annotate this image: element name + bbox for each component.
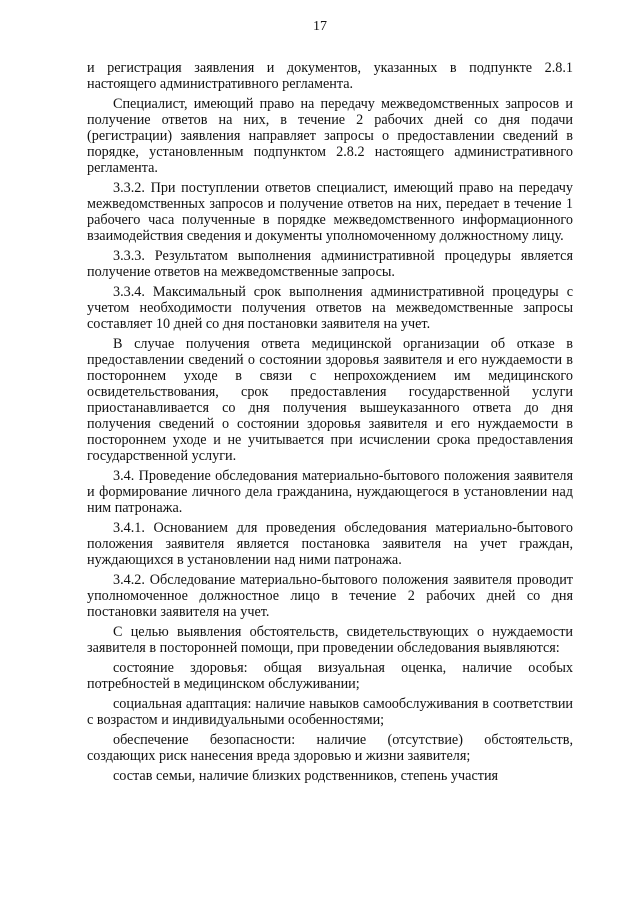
paragraph: В случае получения ответа медицинской организации об отказе в предоставлении сведений о состоянии здоровья заявителя и его нуждаемости в постороннем уходе в связи с непрохождением им медицинского освидетельствования, срок предоставления государственной услуги приостанавливается со дня получения вышеуказанного ответа до дня получения сведений о состоянии здоровья заявителя и его нуждаемости в постороннем уходе и не учитывается при исчислении срока предоставления государственной услуги. <box>87 336 573 464</box>
paragraph: 3.3.3. Результатом выполнения административной процедуры является получение ответов на межведомственные запросы. <box>87 248 573 280</box>
paragraph: С целью выявления обстоятельств, свидетельствующих о нуждаемости заявителя в посторонней помощи, при проведении обследования выявляются: <box>87 624 573 656</box>
paragraph: и регистрация заявления и документов, указанных в подпункте 2.8.1 настоящего административного регламента. <box>87 60 573 92</box>
paragraph: 3.4. Проведение обследования материально-бытового положения заявителя и формирование личного дела гражданина, нуждающегося в установлении над ним патронажа. <box>87 468 573 516</box>
paragraph: состояние здоровья: общая визуальная оценка, наличие особых потребностей в медицинском обслуживании; <box>87 660 573 692</box>
paragraph: состав семьи, наличие близких родственников, степень участия <box>113 768 499 784</box>
paragraph: 3.3.2. При поступлении ответов специалист, имеющий право на передачу межведомственных запросов и получение ответов на них, передает в течение 1 рабочего часа полученные в порядке межведомственного информационного взаимодействия сведения и документы уполномоченному должностному лицу. <box>87 180 573 244</box>
paragraph: социальная адаптация: наличие навыков самообслуживания в соответствии с возрастом и индивидуальными особенностями; <box>87 696 573 728</box>
paragraph: 3.4.1. Основанием для проведения обследования материально-бытового положения заявителя является постановка заявителя на учет граждан, нуждающихся в установлении над ними патронажа. <box>87 520 573 568</box>
document-body <box>87 60 573 788</box>
paragraph: Специалист, имеющий право на передачу межведомственных запросов и получение ответов на них, в течение 2 рабочих дней со дня подачи (регистрации) заявления направляет запросы о предоставлении сведений в порядке, установленным подпунктом 2.8.2 настоящего административного регламента. <box>87 96 573 176</box>
paragraph: обеспечение безопасности: наличие (отсутствие) обстоятельств, создающих риск нанесения вреда здоровью и жизни заявителя; <box>87 732 573 764</box>
page-number: 17 <box>313 19 327 34</box>
paragraph: 3.3.4. Максимальный срок выполнения административной процедуры с учетом необходимости получения ответов на межведомственные запросы составляет 10 дней со дня постановки заявителя на учет. <box>87 284 573 332</box>
paragraph: 3.4.2. Обследование материально-бытового положения заявителя проводит уполномоченное должностное лицо в течение 2 рабочих дней со дня постановки заявителя на учет. <box>87 572 573 620</box>
